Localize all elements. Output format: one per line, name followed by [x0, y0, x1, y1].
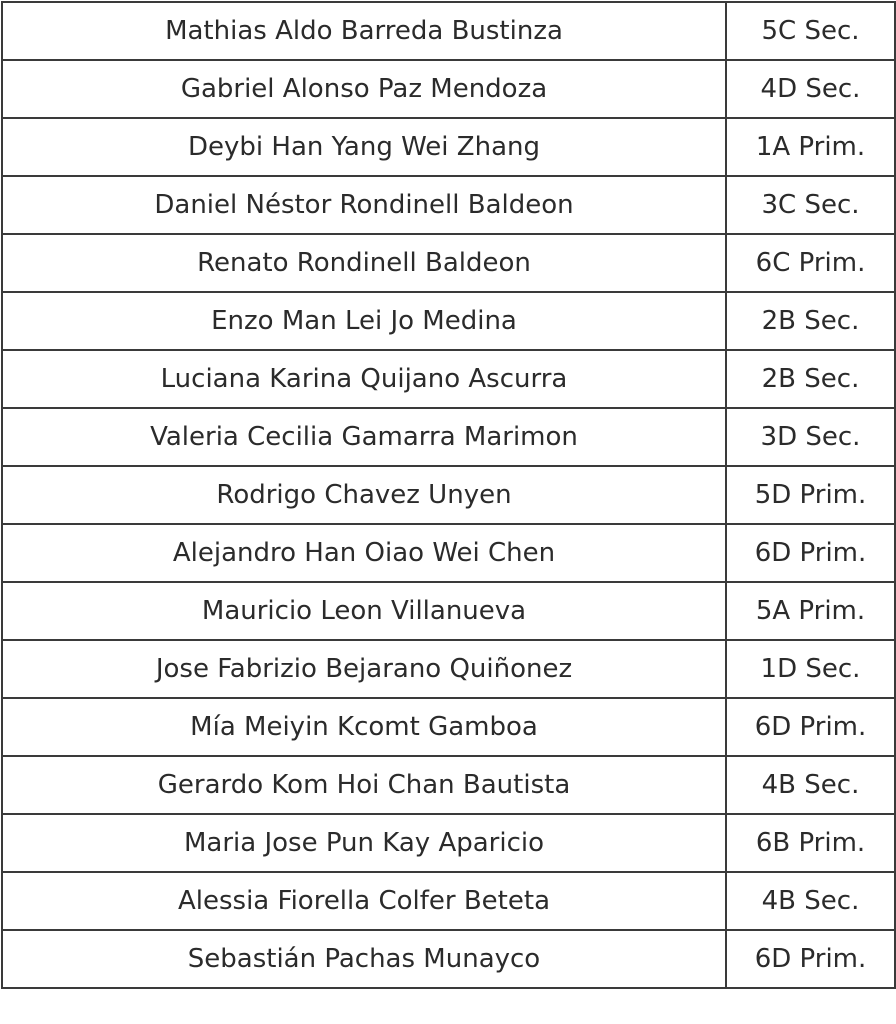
table-row — [2, 582, 895, 640]
table-row — [2, 466, 895, 524]
student-name: Mathias Aldo Barreda Bustinza — [2, 2, 726, 60]
table-row — [2, 408, 895, 466]
table-row — [2, 814, 895, 872]
student-name: Luciana Karina Quijano Ascurra — [2, 350, 726, 408]
student-name: Maria Jose Pun Kay Aparicio — [2, 814, 726, 872]
student-name: Valeria Cecilia Gamarra Marimon — [2, 408, 726, 466]
student-roster-table — [1, 1, 896, 989]
table-row — [2, 292, 895, 350]
student-grade: 1D Sec. — [726, 640, 895, 698]
student-name: Rodrigo Chavez Unyen — [2, 466, 726, 524]
student-name: Sebastián Pachas Munayco — [2, 930, 726, 988]
table-row — [2, 2, 895, 60]
table-row — [2, 176, 895, 234]
table-row — [2, 60, 895, 118]
student-name: Renato Rondinell Baldeon — [2, 234, 726, 292]
student-grade: 6D Prim. — [726, 698, 895, 756]
table-row — [2, 872, 895, 930]
table-row — [2, 524, 895, 582]
table-row — [2, 698, 895, 756]
student-grade: 2B Sec. — [726, 350, 895, 408]
student-grade: 5A Prim. — [726, 582, 895, 640]
student-grade: 5D Prim. — [726, 466, 895, 524]
student-grade: 3C Sec. — [726, 176, 895, 234]
table-row — [2, 640, 895, 698]
student-name: Alessia Fiorella Colfer Beteta — [2, 872, 726, 930]
student-name: Deybi Han Yang Wei Zhang — [2, 118, 726, 176]
student-grade: 4D Sec. — [726, 60, 895, 118]
student-name: Enzo Man Lei Jo Medina — [2, 292, 726, 350]
student-name: Jose Fabrizio Bejarano Quiñonez — [2, 640, 726, 698]
student-grade: 4B Sec. — [726, 756, 895, 814]
student-grade: 1A Prim. — [726, 118, 895, 176]
student-grade: 4B Sec. — [726, 872, 895, 930]
student-name: Mauricio Leon Villanueva — [2, 582, 726, 640]
student-grade: 6D Prim. — [726, 524, 895, 582]
table-row — [2, 756, 895, 814]
table-row — [2, 930, 895, 988]
student-grade: 2B Sec. — [726, 292, 895, 350]
student-name: Gabriel Alonso Paz Mendoza — [2, 60, 726, 118]
table-row — [2, 234, 895, 292]
student-name: Daniel Néstor Rondinell Baldeon — [2, 176, 726, 234]
student-grade: 6D Prim. — [726, 930, 895, 988]
student-name: Gerardo Kom Hoi Chan Bautista — [2, 756, 726, 814]
student-name: Mía Meiyin Kcomt Gamboa — [2, 698, 726, 756]
student-grade: 6C Prim. — [726, 234, 895, 292]
table-row — [2, 118, 895, 176]
student-grade: 3D Sec. — [726, 408, 895, 466]
student-grade: 5C Sec. — [726, 2, 895, 60]
table-row — [2, 350, 895, 408]
student-grade: 6B Prim. — [726, 814, 895, 872]
student-name: Alejandro Han Oiao Wei Chen — [2, 524, 726, 582]
